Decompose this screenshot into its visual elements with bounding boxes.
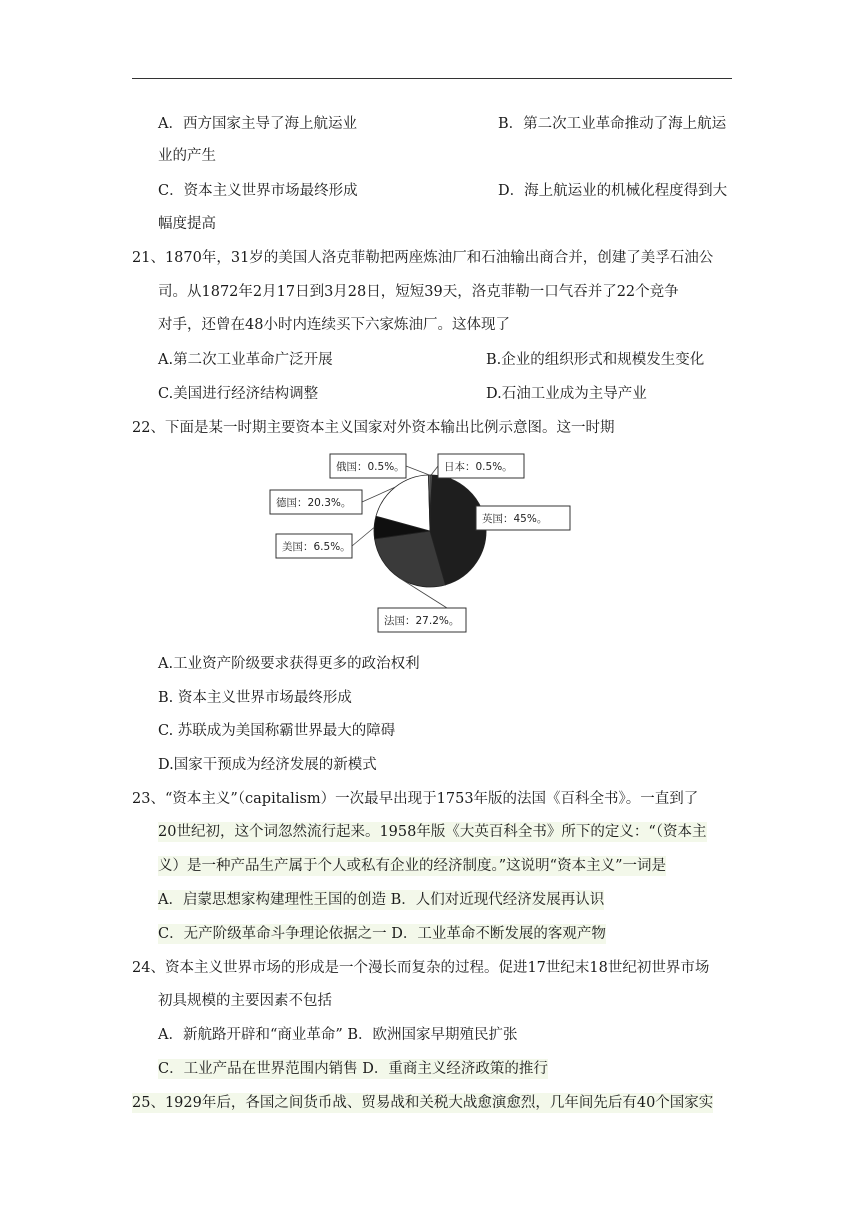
q21-option-c: C.美国进行经济结构调整 bbox=[158, 386, 319, 402]
q21-stem-2: 司。从1872年2月17日到3月28日，短短39天，洛克菲勒一口气吞并了22个竞争 bbox=[158, 284, 679, 300]
q20-option-d: D．海上航运业的机械化程度得到大 bbox=[498, 183, 728, 199]
q23-options-cd: C．无产阶级革命斗争理论依据之一 D．工业革命不断发展的客观产物 bbox=[158, 926, 606, 942]
q23-stem-2: 20世纪初，这个词忽然流行起来。1958年版《大英百科全书》所下的定义：“（资本主 bbox=[158, 824, 707, 840]
q23-stem-1: 23、“资本主义”（capitalism）一次最早出现于1753年版的法国《百科全书》。一直到了 bbox=[132, 791, 699, 807]
q22-option-a: A.工业资产阶级要求获得更多的政治权利 bbox=[158, 656, 420, 672]
pie-slice-label: 法国：27.2%。 bbox=[384, 615, 460, 627]
q22-option-d: D.国家干预成为经济发展的新模式 bbox=[158, 757, 377, 773]
q24-stem-2: 初具规模的主要因素不包括 bbox=[158, 993, 332, 1009]
pie-leader-line bbox=[406, 466, 429, 475]
q21-stem-1: 21、1870年，31岁的美国人洛克菲勒把两座炼油厂和石油输出商合并，创建了美孚石油公 bbox=[132, 250, 714, 266]
pie-slice-label: 英国：45%。 bbox=[482, 513, 548, 525]
q20-option-a-cont: 业的产生 bbox=[158, 148, 216, 164]
q25-stem-1: 25、1929年后，各国之间货币战、贸易战和关税大战愈演愈烈，几年间先后有40个国家实 bbox=[132, 1095, 714, 1111]
capital-export-pie-chart bbox=[262, 444, 602, 644]
q24-options-ab: A．新航路开辟和“商业革命” B．欧洲国家早期殖民扩张 bbox=[158, 1027, 518, 1043]
q20-option-a: A．西方国家主导了海上航运业 bbox=[158, 116, 357, 132]
q21-option-a: A.第二次工业革命广泛开展 bbox=[158, 352, 333, 368]
q20-option-d-cont: 幅度提高 bbox=[158, 216, 216, 232]
q20-option-c: C．资本主义世界市场最终形成 bbox=[158, 183, 358, 199]
q23-options-ab: A．启蒙思想家构建理性王国的创造 B．人们对近现代经济发展再认识 bbox=[158, 892, 605, 908]
q23-stem-3: 义）是一种产品生产属于个人或私有企业的经济制度。”这说明“资本主义”一词是 bbox=[158, 858, 666, 874]
q22-stem: 22、下面是某一时期主要资本主义国家对外资本输出比例示意图。这一时期 bbox=[132, 420, 615, 436]
q24-stem-1: 24、资本主义世界市场的形成是一个漫长而复杂的过程。促进17世纪末18世纪初世界市场 bbox=[132, 960, 710, 976]
q21-option-d: D.石油工业成为主导产业 bbox=[486, 386, 647, 402]
q21-stem-3: 对手，还曾在48小时内连续买下六家炼油厂。这体现了 bbox=[158, 317, 510, 333]
q21-option-b: B.企业的组织形式和规模发生变化 bbox=[486, 352, 705, 368]
pie-leader-line bbox=[431, 466, 438, 475]
q20-option-b: B．第二次工业革命推动了海上航运 bbox=[498, 116, 727, 132]
header-rule bbox=[132, 78, 732, 79]
pie-leader-line bbox=[352, 528, 374, 547]
q22-option-c: C. 苏联成为美国称霸世界最大的障碍 bbox=[158, 723, 396, 739]
pie-slice-label: 美国：6.5%。 bbox=[282, 541, 351, 553]
pie-slice-label: 日本：0.5%。 bbox=[444, 461, 513, 473]
q22-option-b: B. 资本主义世界市场最终形成 bbox=[158, 690, 352, 706]
q24-options-cd: C．工业产品在世界范围内销售 D．重商主义经济政策的推行 bbox=[158, 1061, 548, 1077]
pie-slice-label: 俄国：0.5%。 bbox=[336, 461, 405, 473]
pie-slice-label: 德国：20.3%。 bbox=[276, 497, 352, 509]
